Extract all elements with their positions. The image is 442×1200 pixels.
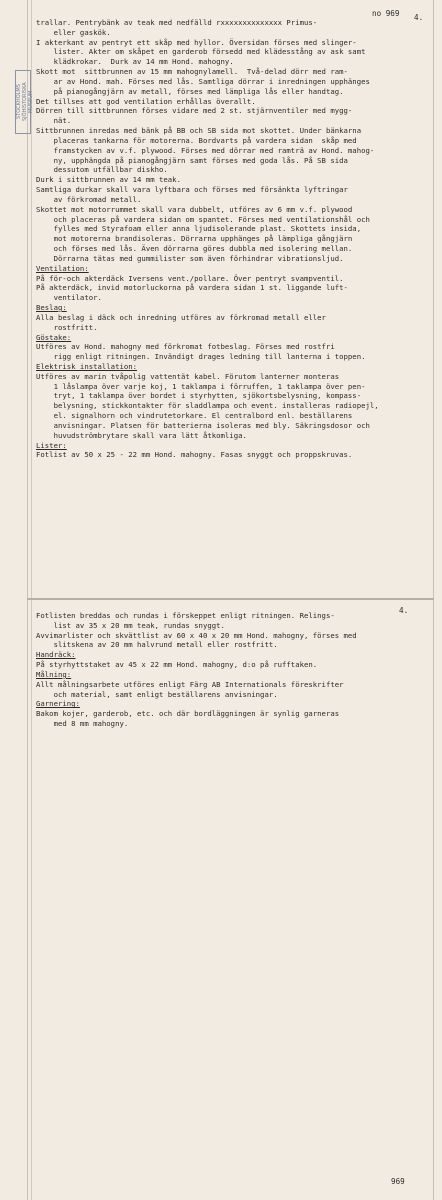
footer-number: 969	[391, 1177, 405, 1186]
text-line: Utföres av Hond. mahogny med förkromat fotbeslag. Förses med rostfri	[36, 342, 335, 352]
text-line: I akterkant av pentryt ett skåp med hyllor. Översidan förses med slinger-	[36, 37, 357, 47]
text-line: Skottet mot motorrummet skall vara dubbelt, utföres av 6 mm v.f. plywood	[36, 204, 353, 214]
text-line: fylles med Styrafoam eller anna ljudisolerande plast. Skottets insida,	[36, 224, 362, 234]
section-heading: Beslag:	[36, 303, 67, 313]
text-line: tryt, 1 taklampa över bordet i styrhytten, sjökortsbelysning, kompass-	[36, 391, 362, 401]
section-heading: Ventilation:	[36, 263, 89, 273]
left-margin-line-inner	[31, 0, 32, 1200]
text-line: Sittbrunnen inredas med bänk på BB och SB sida mot skottet. Under bänkarna	[36, 126, 362, 136]
text-line: Durk i sittbrunnen av 14 mm teak.	[36, 175, 181, 185]
text-line: dessutom utfällbar diskho.	[36, 165, 168, 175]
text-line: list av 35 x 20 mm teak, rundas snyggt.	[36, 620, 225, 630]
text-line: Det tillses att god ventilation erhållas överallt.	[36, 96, 256, 106]
text-line: framstycken av v.f. plywood. Förses med dörrar med ramträ av Hond. mahog-	[36, 145, 375, 155]
text-line: och förses med lås. Även dörrarna göres dubbla med isolering mellan.	[36, 244, 353, 254]
page-divider	[27, 598, 434, 600]
text-line: mot motorerna brandisoleras. Dörrarna upphänges på lämpliga gångjärn	[36, 234, 353, 244]
text-line: Utföres av marin tvåpolig vattentät kabel. Förutom lanterner monteras	[36, 371, 340, 381]
text-line: med 8 mm mahogny.	[36, 719, 129, 729]
text-line: Skott mot sittbrunnen av 15 mm mahognylamell. Två-delad dörr med ram-	[36, 67, 348, 77]
text-line: På styrhyttstaket av 45 x 22 mm Hond. mahogny, d:o på rufftaken.	[36, 660, 318, 670]
text-line: belysning, stickkontakter för sladdlampa och event. installeras radiopejl,	[36, 401, 379, 411]
left-margin-line	[27, 0, 28, 1200]
text-line: Alla beslag i däck och inredning utföres av förkromad metall eller	[36, 312, 326, 322]
text-line: ventilator.	[36, 293, 102, 303]
text-line: Allt målningsarbete utföres enligt Färg AB Internationals föreskrifter	[36, 679, 344, 689]
text-line: ny, upphängda på pianogångjärn samt förses med goda lås. På SB sida	[36, 155, 348, 165]
section-heading: Elektrisk installation:	[36, 361, 138, 371]
text-line: Avvimarlister och skvättlist av 60 x 40 x 20 mm Hond. mahogny, förses med	[36, 630, 357, 640]
text-line: huvudströmbrytare skall vara lätt åtkomliga.	[36, 430, 247, 440]
section-heading: Garnering:	[36, 699, 80, 709]
section-heading: Målning:	[36, 669, 72, 679]
text-line: av förkromad metall.	[36, 194, 142, 204]
page2-text-block	[36, 611, 430, 729]
text-line: och material, samt enligt beställarens anvisningar.	[36, 689, 278, 699]
page-number: 4.	[414, 13, 424, 22]
section-heading: Göstake:	[36, 332, 72, 342]
text-line: rostfritt.	[36, 322, 98, 332]
text-line: rigg enligt ritningen. Invändigt drages ledning till lanterna i toppen.	[36, 352, 366, 362]
text-line: slitskena av 20 mm halvrund metall eller rostfritt.	[36, 640, 278, 650]
text-line: Fotlist av 50 x 25 - 22 mm Hond. mahogny. Fasas snyggt och proppskruvas.	[36, 450, 353, 460]
text-line: 1 låslampa över varje koj, 1 taklampa i förruffen, 1 taklampa över pen-	[36, 381, 366, 391]
text-line: klädkrokar. Durk av 14 mm Hond. mahogny.	[36, 57, 234, 67]
text-line: Bakom kojer, garderob, etc. och där bordläggningen är synlig garneras	[36, 709, 340, 719]
section-heading: Handräck:	[36, 650, 76, 660]
museum-stamp	[15, 70, 34, 134]
document-number: no 969	[372, 9, 400, 18]
text-line: Fotlisten breddas och rundas i förskeppet enligt ritningen. Relings-	[36, 611, 335, 620]
text-line: trallar. Pentrybänk av teak med nedfälld rxxxxxxxxxxxxxx Primus-	[36, 18, 318, 27]
text-line: ar av Hond. mah. Förses med lås. Samtliga dörrar i inredningen upphänges	[36, 76, 370, 86]
text-line: och placeras på vardera sidan om spantet. Förses med ventilationshål och	[36, 214, 370, 224]
text-line: nät.	[36, 116, 72, 126]
right-margin-line	[433, 0, 434, 1200]
section-heading: Lister:	[36, 440, 67, 450]
text-line: el. signalhorn och vindrutetorkare. El centralbord enl. beställarens	[36, 411, 353, 421]
text-line: På för-och akterdäck Iversens vent./pollare. Över pentryt svampventil.	[36, 273, 344, 283]
page1-text-block	[36, 18, 430, 460]
text-line: på pianogångjärn av metall, förses med lämpliga lås eller handtag.	[36, 86, 344, 96]
text-line: Samtliga durkar skall vara lyftbara och förses med försänkta lyftringar	[36, 185, 348, 195]
text-line: Dörrarna tätas med gummilister som även förhindrar vibrationsljud.	[36, 253, 344, 263]
text-line: På akterdäck, invid motorluckorna på vardera sidan 1 st. liggande luft-	[36, 283, 348, 293]
text-line: eller gaskök.	[36, 27, 111, 37]
text-line: lister. Akter om skåpet en garderob försedd med klädesstång av ask samt	[36, 47, 366, 57]
text-line: Dörren till sittbrunnen förses vidare med 2 st. stjärnventiler med mygg-	[36, 106, 353, 116]
text-line: placeras tankarna för motorerna. Bordvarts på vardera sidan skåp med	[36, 135, 357, 145]
text-line: anvisningar. Platsen för batterierna isoleras med bly. Säkringsdosor och	[36, 420, 370, 430]
museum-stamp-text: STOCKHOLMS SJÖHISTORISKA MUSEUM	[16, 82, 34, 122]
page2-number: 4.	[399, 606, 409, 615]
